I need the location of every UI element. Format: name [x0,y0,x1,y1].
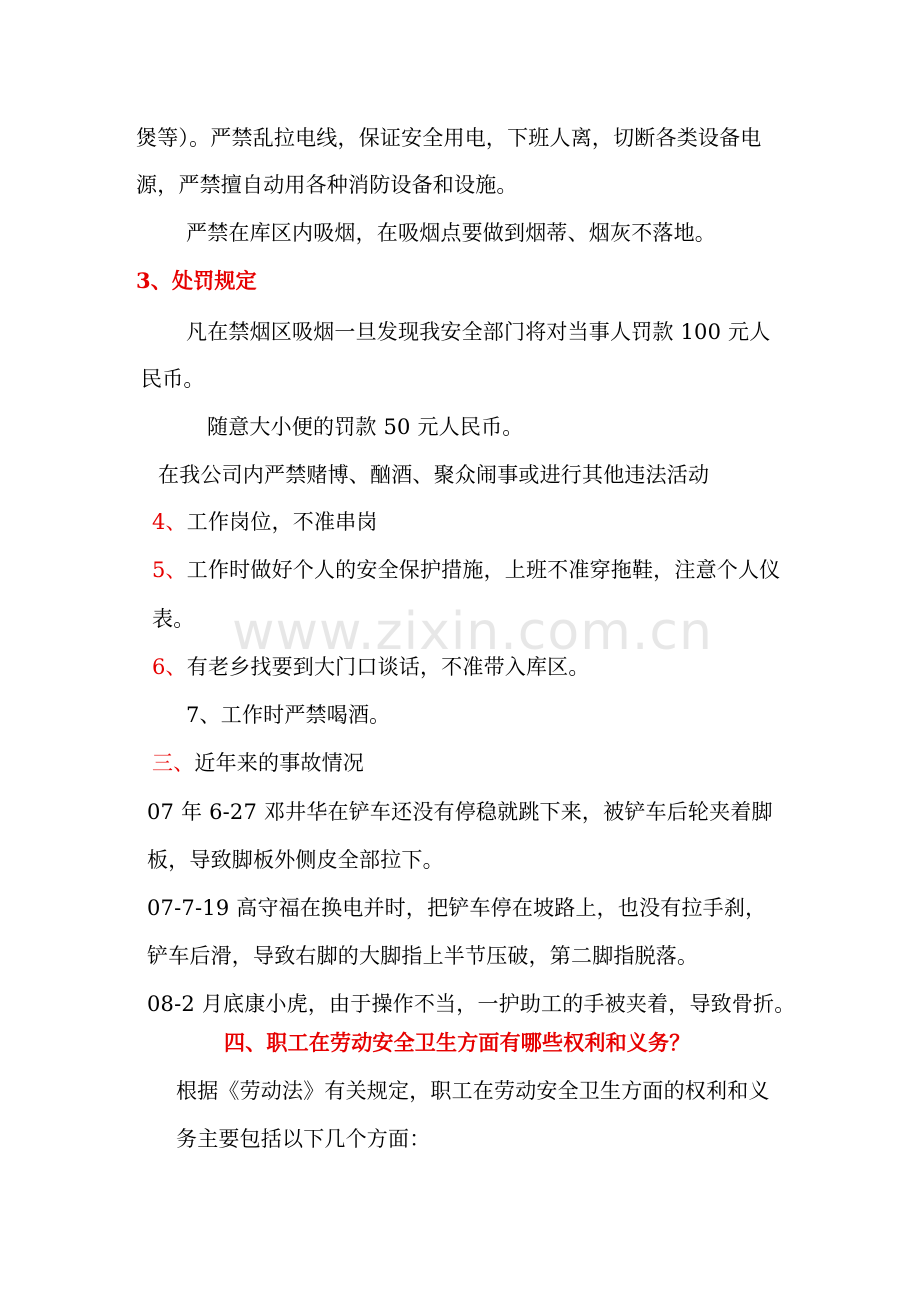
list-item-7: 7、工作时严禁喝酒。 [186,703,391,727]
list-item-4 [152,508,378,536]
list-marker-5: 5、 [152,558,187,582]
text-line-11: 表。 [152,607,195,631]
text-line-1: 煲等）。严禁乱拉电线，保证安全用电，下班人离，切断各类设备电 [136,126,762,150]
watermark: www.zixin.com.cn [232,602,713,662]
list-text-5: 工作时做好个人的安全保护措施，上班不准穿拖鞋，注意个人仪 [186,558,781,582]
list-marker-4: 4、 [152,510,187,534]
text-line-5: 凡在禁烟区吸烟一旦发现我安全部门将对当事人罚款 100 元人 [186,320,771,344]
section-heading-4: 四、职工在劳动安全卫生方面有哪些权利和义务？ [224,1030,691,1055]
list-text-6: 有老乡找要到大门口谈话，不准带入库区。 [186,655,590,679]
text-line-7: 随意大小便的罚款 50 元人民币。 [207,415,524,439]
accident-1-line-1: 07 年 6-27 邓井华在铲车还没有停稳就跳下来，被铲车后轮夹着脚 [147,800,773,824]
section-heading-3 [152,749,364,777]
text-line-21: 根据《劳动法》有关规定，职工在劳动安全卫生方面的权利和义 [176,1079,770,1103]
text-line-8: 在我公司内严禁赌博、酗酒、聚众闹事或进行其他违法活动 [158,463,710,487]
text-line-2: 源，严禁擅自动用各种消防设备和设施。 [136,173,518,197]
section-title-3: 近年来的事故情况 [194,751,365,775]
accident-3-line-1: 08-2 月底康小虎，由于操作不当，一护助工的手被夹着，导致骨折。 [147,992,796,1016]
heading-penalty-rules: 3、处罚规定 [136,268,257,293]
text-line-3: 严禁在库区内吸烟，在吸烟点要做到烟蒂、烟灰不落地。 [186,221,716,245]
accident-1-line-2: 板，导致脚板外侧皮全部拉下。 [147,848,444,872]
text-line-6: 民币。 [141,367,205,391]
list-marker-6: 6、 [152,655,187,679]
accident-2-line-2: 铲车后滑，导致右脚的大脚指上半节压破，第二脚指脱落。 [147,944,699,968]
section-marker-3: 三、 [152,751,195,775]
list-text-4: 工作岗位，不准串岗 [186,510,378,534]
list-item-5 [152,556,780,584]
accident-2-line-1: 07-7-19 高守福在换电并时，把铲车停在坡路上，也没有拉手刹， [147,896,767,920]
text-line-22: 务主要包括以下几个方面： [176,1127,431,1151]
